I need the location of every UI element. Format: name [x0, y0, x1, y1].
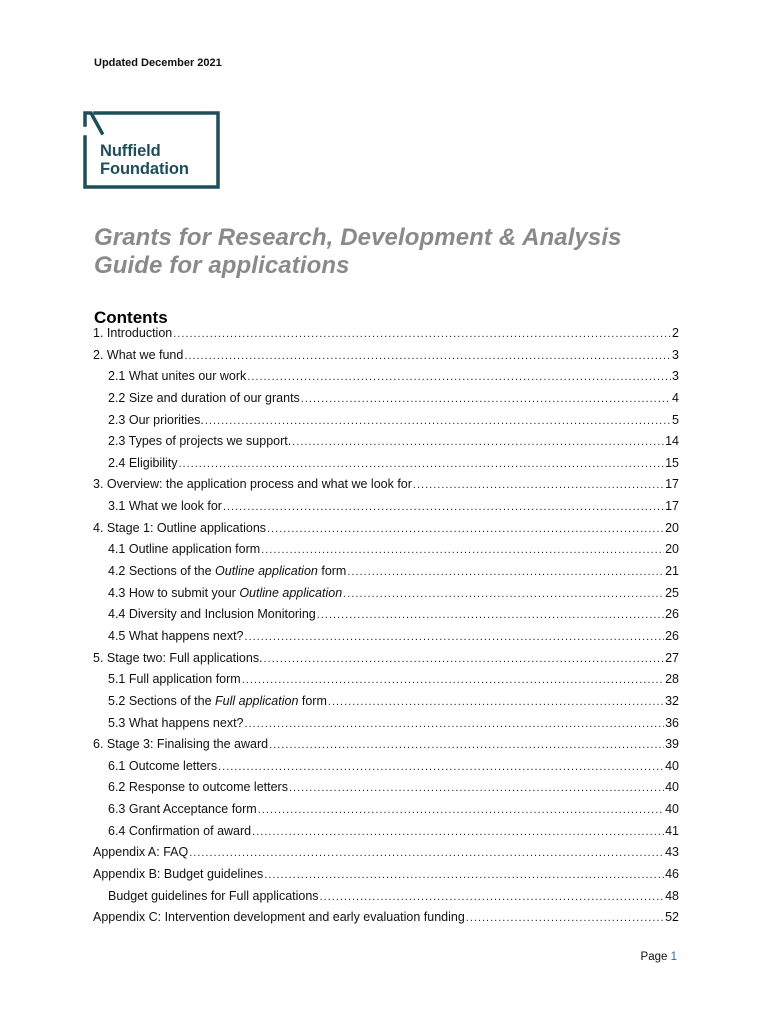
toc-entry-label: 4.5 What happens next?: [108, 628, 244, 643]
toc-dot-leader: [261, 544, 664, 556]
toc-entry-label: [108, 694, 327, 708]
toc-entry-page: 20: [665, 520, 679, 535]
toc-entry-page: 26: [665, 628, 679, 643]
toc-dot-leader: [245, 718, 665, 730]
toc-entry[interactable]: [93, 369, 679, 391]
toc-entry-page: 43: [665, 845, 679, 860]
toc-entry-label: 2. What we fund: [93, 347, 184, 362]
toc-entry-page: 25: [665, 585, 679, 600]
toc-entry-page: 3: [672, 347, 679, 362]
toc-entry-label-part: 5.2 Sections of the: [108, 693, 216, 708]
toc-entry[interactable]: [93, 499, 679, 521]
table-of-contents: [93, 326, 679, 932]
toc-dot-leader: [223, 501, 664, 513]
toc-entry[interactable]: [93, 845, 679, 867]
toc-entry-label: 3.1 What we look for: [108, 499, 222, 514]
toc-dot-leader: [205, 415, 671, 427]
toc-dot-leader: [413, 479, 664, 491]
toc-entry-label: 5.1 Full application form: [108, 672, 241, 687]
toc-entry-label: Appendix A: FAQ: [93, 845, 189, 860]
toc-entry-page: 32: [665, 693, 679, 708]
toc-dot-leader: [189, 847, 664, 859]
toc-entry[interactable]: [93, 564, 679, 586]
toc-entry-page: 40: [665, 780, 679, 795]
toc-dot-leader: [258, 804, 664, 816]
toc-entry-label: 2.3 Our priorities.: [108, 412, 204, 427]
toc-entry-label-part: form: [317, 564, 347, 579]
toc-entry[interactable]: [93, 759, 679, 781]
toc-dot-leader: [328, 696, 664, 708]
toc-entry-label: 2.3 Types of projects we support.: [108, 434, 292, 449]
toc-dot-leader: [247, 371, 671, 383]
toc-entry-page: 39: [665, 737, 679, 752]
toc-entry-page: 40: [665, 802, 679, 817]
toc-dot-leader: [264, 653, 665, 665]
toc-entry[interactable]: [93, 586, 679, 608]
toc-dot-leader: [184, 350, 671, 362]
toc-entry-page: 27: [665, 650, 679, 665]
toc-entry-page: 28: [665, 672, 679, 687]
toc-entry-page: 4: [672, 390, 679, 405]
toc-dot-leader: [218, 761, 664, 773]
logo-wordmark: [100, 142, 189, 178]
toc-dot-leader: [242, 674, 664, 686]
toc-entry-page: 3: [672, 369, 679, 384]
toc-entry[interactable]: [93, 477, 679, 499]
toc-dot-leader: [289, 782, 664, 794]
toc-entry-page: 17: [665, 499, 679, 514]
toc-entry-label: 5. Stage two: Full applications.: [93, 650, 263, 665]
toc-entry[interactable]: [93, 413, 679, 435]
toc-dot-leader: [264, 869, 664, 881]
toc-dot-leader: [267, 523, 664, 535]
toc-entry-label: Appendix B: Budget guidelines: [93, 867, 264, 882]
toc-entry-label: Appendix C: Intervention development and early evaluation funding: [93, 910, 465, 925]
toc-entry[interactable]: [93, 607, 679, 629]
toc-entry[interactable]: [93, 542, 679, 564]
toc-entry-label: Budget guidelines for Full applications: [108, 888, 319, 903]
toc-entry[interactable]: [93, 716, 679, 738]
page-label: Page: [640, 951, 668, 963]
toc-dot-leader: [252, 826, 664, 838]
page-footer: [641, 951, 677, 963]
toc-entry[interactable]: [93, 672, 679, 694]
document-title: [94, 224, 622, 280]
toc-dot-leader: [320, 891, 665, 903]
updated-date: Updated December 2021: [94, 57, 222, 69]
toc-dot-leader: [245, 631, 665, 643]
toc-dot-leader: [301, 393, 671, 405]
toc-dot-leader: [292, 436, 664, 448]
toc-entry-label-emphasis: Outline application: [239, 585, 343, 600]
nuffield-foundation-logo: [82, 111, 222, 191]
logo-line-1: Nuffield: [100, 142, 161, 160]
toc-entry-label: 3. Overview: the application process and what we look for: [93, 477, 412, 492]
toc-entry-label: 2.2 Size and duration of our grants: [108, 390, 300, 405]
toc-entry-page: 36: [665, 715, 679, 730]
toc-entry[interactable]: [93, 694, 679, 716]
toc-entry-label: 5.3 What happens next?: [108, 715, 244, 730]
toc-entry-label: 2.1 What unites our work: [108, 369, 247, 384]
toc-entry[interactable]: [93, 802, 679, 824]
toc-entry[interactable]: [93, 867, 679, 889]
toc-entry[interactable]: [93, 348, 679, 370]
toc-entry[interactable]: [93, 651, 679, 673]
toc-entry-label-part: form: [298, 693, 327, 708]
toc-entry[interactable]: [93, 824, 679, 846]
toc-entry-label: 6.3 Grant Acceptance form: [108, 802, 257, 817]
toc-entry-label: 4. Stage 1: Outline applications: [93, 520, 267, 535]
title-line-2: Guide for applications: [94, 252, 350, 279]
toc-dot-leader: [173, 328, 671, 340]
toc-entry-page: 40: [665, 758, 679, 773]
toc-dot-leader: [317, 609, 664, 621]
toc-entry[interactable]: [93, 434, 679, 456]
toc-dot-leader: [343, 588, 664, 600]
toc-entry-label: 4.1 Outline application form: [108, 542, 261, 557]
toc-entry-page: 5: [672, 412, 679, 427]
toc-entry-page: 20: [665, 542, 679, 557]
toc-entry-page: 41: [665, 823, 679, 838]
toc-entry-label-part: 4.3 How to submit your: [108, 585, 240, 600]
title-line-1: Grants for Research, Development & Analysis: [94, 224, 622, 251]
toc-entry-label: 2.4 Eligibility: [108, 455, 178, 470]
toc-entry-page: 46: [665, 867, 679, 882]
toc-entry-label: [108, 564, 346, 578]
toc-entry-page: 48: [665, 888, 679, 903]
toc-entry-label: 6.4 Confirmation of award: [108, 823, 252, 838]
contents-heading: Contents: [94, 308, 168, 327]
toc-entry[interactable]: [93, 910, 679, 932]
toc-entry-label: 6.1 Outcome letters: [108, 758, 218, 773]
toc-dot-leader: [466, 912, 664, 924]
logo-line-2: Foundation: [100, 160, 189, 178]
toc-entry[interactable]: [93, 780, 679, 802]
toc-entry-label-part: 4.2 Sections of the: [108, 564, 216, 579]
toc-entry-page: 17: [665, 477, 679, 492]
toc-entry[interactable]: [93, 737, 679, 759]
toc-entry[interactable]: [93, 326, 679, 348]
toc-dot-leader: [269, 739, 664, 751]
toc-entry[interactable]: [93, 521, 679, 543]
toc-entry[interactable]: [93, 391, 679, 413]
toc-entry[interactable]: [93, 889, 679, 911]
toc-entry-label-emphasis: Full application: [215, 693, 299, 708]
page-number: 1: [670, 951, 677, 963]
toc-entry-label: 6.2 Response to outcome letters: [108, 780, 288, 795]
toc-entry-page: 15: [665, 455, 679, 470]
toc-dot-leader: [178, 458, 664, 470]
toc-entry[interactable]: [93, 629, 679, 651]
toc-entry-page: 21: [665, 564, 679, 579]
toc-entry-label-emphasis: Outline application: [215, 564, 318, 579]
toc-entry-page: 26: [665, 607, 679, 622]
toc-entry-label: 4.4 Diversity and Inclusion Monitoring: [108, 607, 316, 622]
toc-entry-label: 6. Stage 3: Finalising the award: [93, 737, 269, 752]
toc-entry-page: 14: [665, 434, 679, 449]
toc-entry-label: 1. Introduction: [93, 326, 173, 340]
toc-entry-page: 52: [665, 910, 679, 925]
toc-entry[interactable]: [93, 456, 679, 478]
toc-entry-label: [108, 586, 342, 600]
toc-dot-leader: [347, 566, 664, 578]
toc-entry-page: 2: [672, 326, 679, 340]
